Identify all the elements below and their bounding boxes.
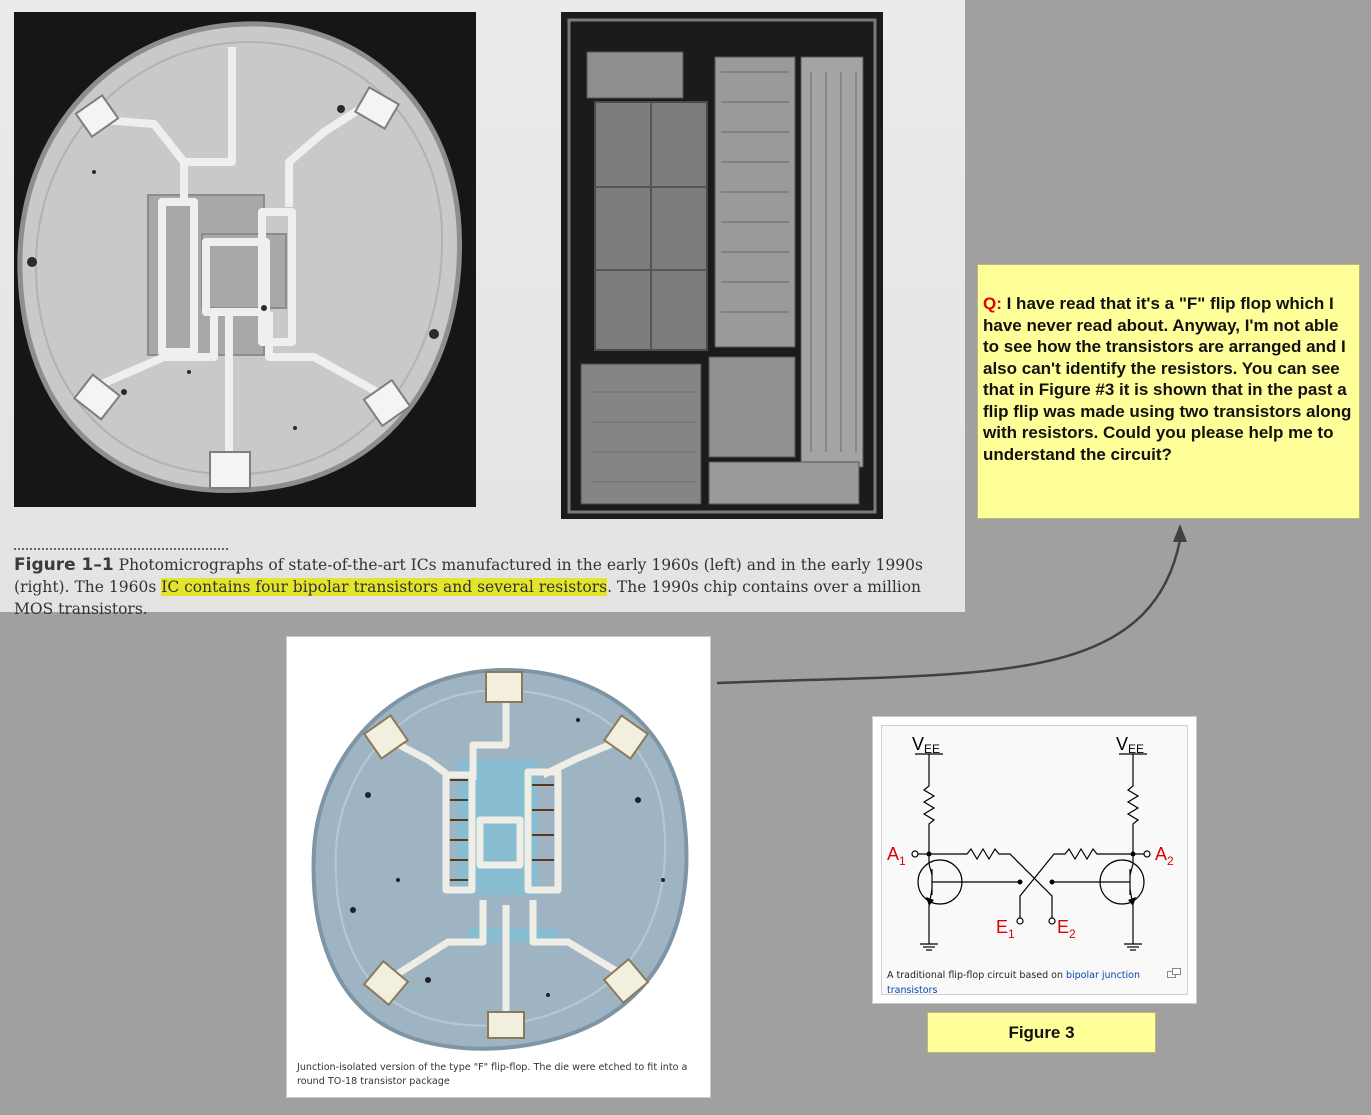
photomicrograph-1960s-ic — [14, 12, 476, 507]
caption-text-end: . The 1990s chip contains over a million MOS transistors. — [14, 578, 922, 618]
svg-text:A1 — [887, 844, 906, 868]
a1-label: A — [887, 844, 900, 864]
e2-subscript: 2 — [1069, 927, 1076, 941]
question-note — [977, 264, 1360, 519]
caption-rule — [14, 548, 228, 550]
question-text: I have read that it's a "F" flip flop which I have never read about. Anyway, I'm not able to see how the transistors are arranged and I also can't identify the resistors. You can see that in Figure #3 it is shown that in the past a flip flip was made using two transistors along with resistors. Could you please help me to understand the circuit? — [983, 294, 1352, 464]
caption-text-start: Photomicrographs of state-of-the-art ICs manufactured in the early 1960s (left) and in the early 1990s (right). The 1960s — [14, 556, 923, 596]
flip-flop-circuit-figure — [872, 716, 1197, 1004]
a2-subscript: 2 — [1167, 854, 1174, 868]
question-prefix: Q: — [983, 294, 1002, 313]
vee-right-subscript: EE — [1128, 742, 1145, 756]
enlarge-icon[interactable] — [1167, 968, 1181, 978]
flip-flop-schematic — [882, 726, 1187, 966]
vee-left-subscript: EE — [924, 742, 941, 756]
svg-text:E2 — [1057, 917, 1076, 941]
circuit-caption — [887, 968, 1165, 998]
vee-right-label: V — [1116, 734, 1129, 754]
bipolar-junction-transistors-link[interactable]: bipolar junction transistors — [887, 970, 1140, 996]
svg-text:VEE — [912, 734, 940, 756]
e1-subscript: 1 — [1008, 927, 1015, 941]
figure-1-1-caption — [14, 548, 944, 620]
f-flip-flop-caption: Junction-isolated version of the type "F" flip-flop. The die were etched to fit into a round TO-18 transistor package — [297, 1062, 688, 1087]
e2-label: E — [1057, 917, 1070, 937]
book-scan-page — [0, 0, 965, 618]
figure-3-label: Figure 3 — [927, 1012, 1156, 1053]
a1-subscript: 1 — [899, 854, 906, 868]
f-flip-flop-figure — [286, 636, 711, 1098]
f-flip-flop-die-photo — [298, 650, 701, 1058]
a2-label: A — [1155, 844, 1168, 864]
circuit-caption-text: A traditional flip-flop circuit based on — [887, 970, 1066, 981]
svg-text:VEE — [1116, 734, 1144, 756]
figure-1-1-label: Figure 1–1 — [14, 555, 114, 575]
svg-text:E1 — [996, 917, 1015, 941]
e1-label: E — [996, 917, 1009, 937]
vee-left-label: V — [912, 734, 925, 754]
circuit-thumb-frame — [881, 725, 1188, 995]
photomicrograph-1990s-chip — [561, 12, 883, 519]
caption-highlight: IC contains four bipolar transistors and several resistors — [161, 578, 608, 596]
svg-text:A2 — [1155, 844, 1174, 868]
